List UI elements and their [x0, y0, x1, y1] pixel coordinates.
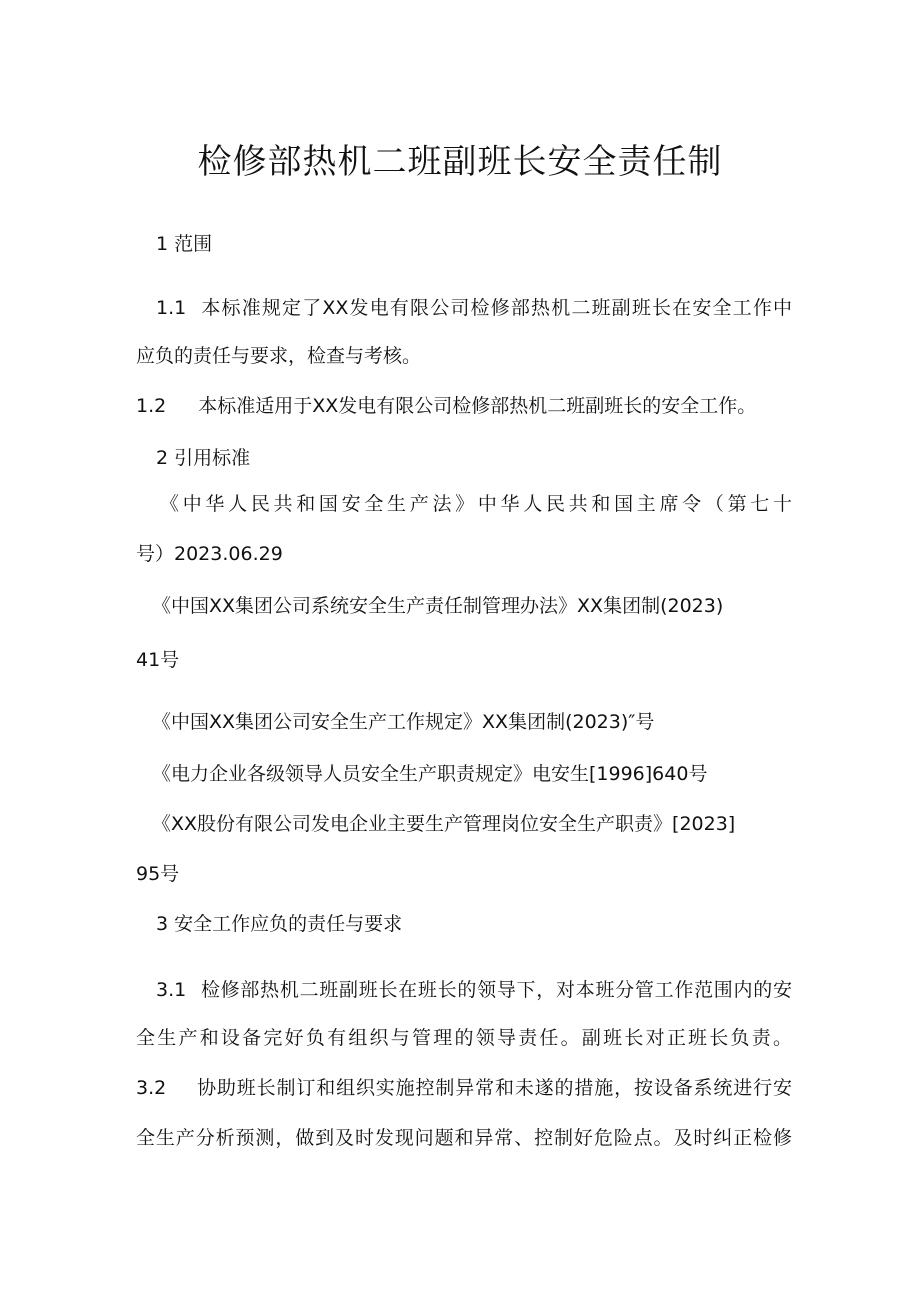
section-2-heading: 2 引用标准 — [156, 447, 251, 469]
reference-4: 《电力企业各级领导人员安全生产职责规定》电安生[1996]640号 — [152, 763, 708, 785]
section-1-1-line-1 — [156, 294, 792, 322]
section-3-2-line-1 — [136, 1074, 792, 1102]
section-3-2-line-2: 全生产分析预测，做到及时发现问题和异常、控制好危险点。及时纠正检修 — [136, 1127, 792, 1149]
section-1-2-number: 1.2 — [136, 395, 167, 417]
section-3-2-number: 3.2 — [136, 1077, 167, 1099]
reference-1-line-1: 《中华人民共和国安全生产法》中华人民共和国主席令（第七十 — [160, 493, 792, 515]
reference-1-line-2: 号）2023.06.29 — [136, 543, 283, 565]
section-3-1-line-2: 全生产和设备完好负有组织与管理的领导责任。副班长对正班长负责。 — [136, 1027, 792, 1049]
section-3-1-line-1 — [156, 976, 792, 1004]
section-1-2 — [136, 392, 756, 420]
section-1-1-text: 本标准规定了XX发电有限公司检修部热机二班副班长在安全工作中 — [200, 297, 792, 319]
reference-5-line-2: 95号 — [136, 863, 180, 885]
section-3-2-text: 协助班长制订和组织实施控制异常和未遂的措施，按设备系统进行安 — [196, 1077, 792, 1099]
section-3-1-text: 检修部热机二班副班长在班长的领导下，对本班分管工作范围内的安 — [200, 979, 792, 1001]
section-1-1-line-2: 应负的责任与要求，检查与考核。 — [136, 345, 422, 367]
reference-5-line-1: 《XX股份有限公司发电企业主要生产管理岗位安全生产职责》[2023] — [152, 813, 736, 835]
section-1-heading: 1 范围 — [156, 233, 213, 255]
section-1-2-text: 本标准适用于XX发电有限公司检修部热机二班副班长的安全工作。 — [198, 395, 757, 417]
document-title: 检修部热机二班副班长安全责任制 — [197, 142, 723, 182]
reference-3: 《中国XX集团公司安全生产工作规定》XX集团制(2023)″号 — [152, 711, 655, 733]
section-1-1-number: 1.1 — [156, 297, 187, 319]
section-3-1-number: 3.1 — [156, 979, 187, 1001]
reference-2-line-1: 《中国XX集团公司系统安全生产责任制管理办法》XX集团制(2023) — [152, 595, 724, 617]
section-3-heading: 3 安全工作应负的责任与要求 — [156, 913, 403, 935]
reference-2-line-2: 41号 — [136, 649, 180, 671]
